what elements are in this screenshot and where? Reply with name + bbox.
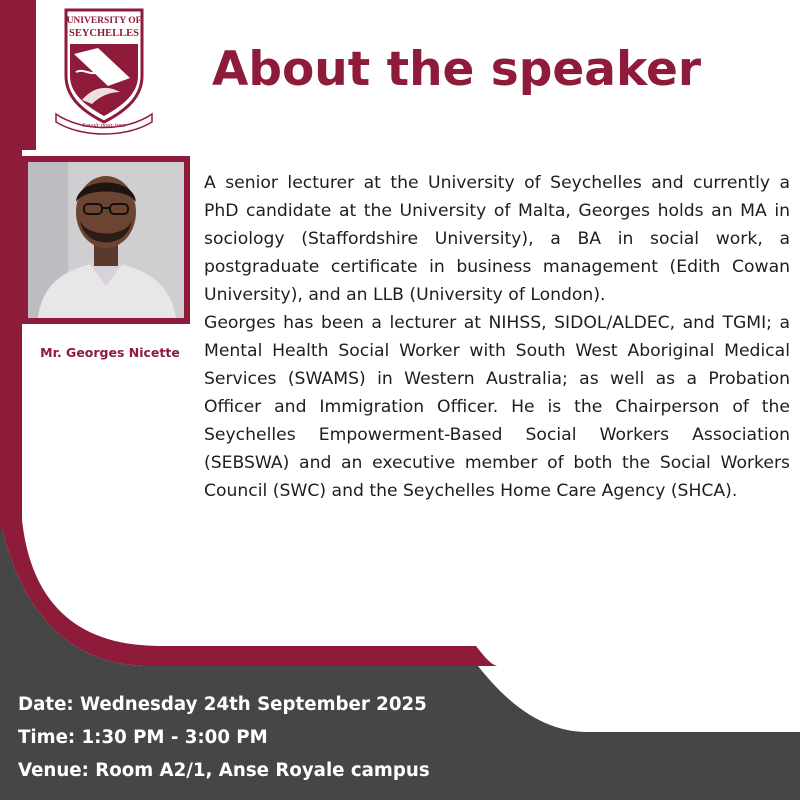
event-time: Time: 1:30 PM - 3:00 PM (18, 727, 268, 748)
logo-name-line2: SEYCHELLES (68, 28, 140, 39)
university-logo (52, 8, 156, 136)
bio-paragraph-2: Georges has been a lecturer at NIHSS, SIDOL/ALDEC, and TGMI; a Mental Health Social Worker with South West Aboriginal Medical Services (SWAMS) in Western Australia; as well as a Probation Officer and Immigration Officer. He is the Chairperson of the Seychelles Empowerment-Based Social Workers Association (SEBSWA) and an executive member of both the Social Workers Council (SWC) and the Seychelles Home Care Agency (SHCA). (204, 313, 790, 501)
speaker-name: Mr. Georges Nicette (40, 345, 180, 360)
page-title: About the speaker (212, 42, 702, 97)
logo-name-line1: UNIVERSITY OF (66, 16, 142, 26)
ribbon-lower-fill (0, 150, 22, 530)
bio-paragraph-1: A senior lecturer at the University of Seychelles and currently a PhD candidate at the University of Malta, Georges holds an MA in sociology (Staffordshire University), a BA in social work, a postgraduate certificate in business management (Edith Cowan University), and an LLB (University of London). (204, 173, 790, 305)
logo-motto: Savoir pour tous (82, 122, 126, 129)
event-date: Date: Wednesday 24th September 2025 (18, 694, 427, 715)
event-details (18, 688, 578, 787)
speaker-photo (28, 162, 184, 318)
speaker-photo-frame (22, 156, 190, 324)
speaker-bio (204, 169, 790, 505)
event-venue: Venue: Room A2/1, Anse Royale campus (18, 760, 430, 781)
